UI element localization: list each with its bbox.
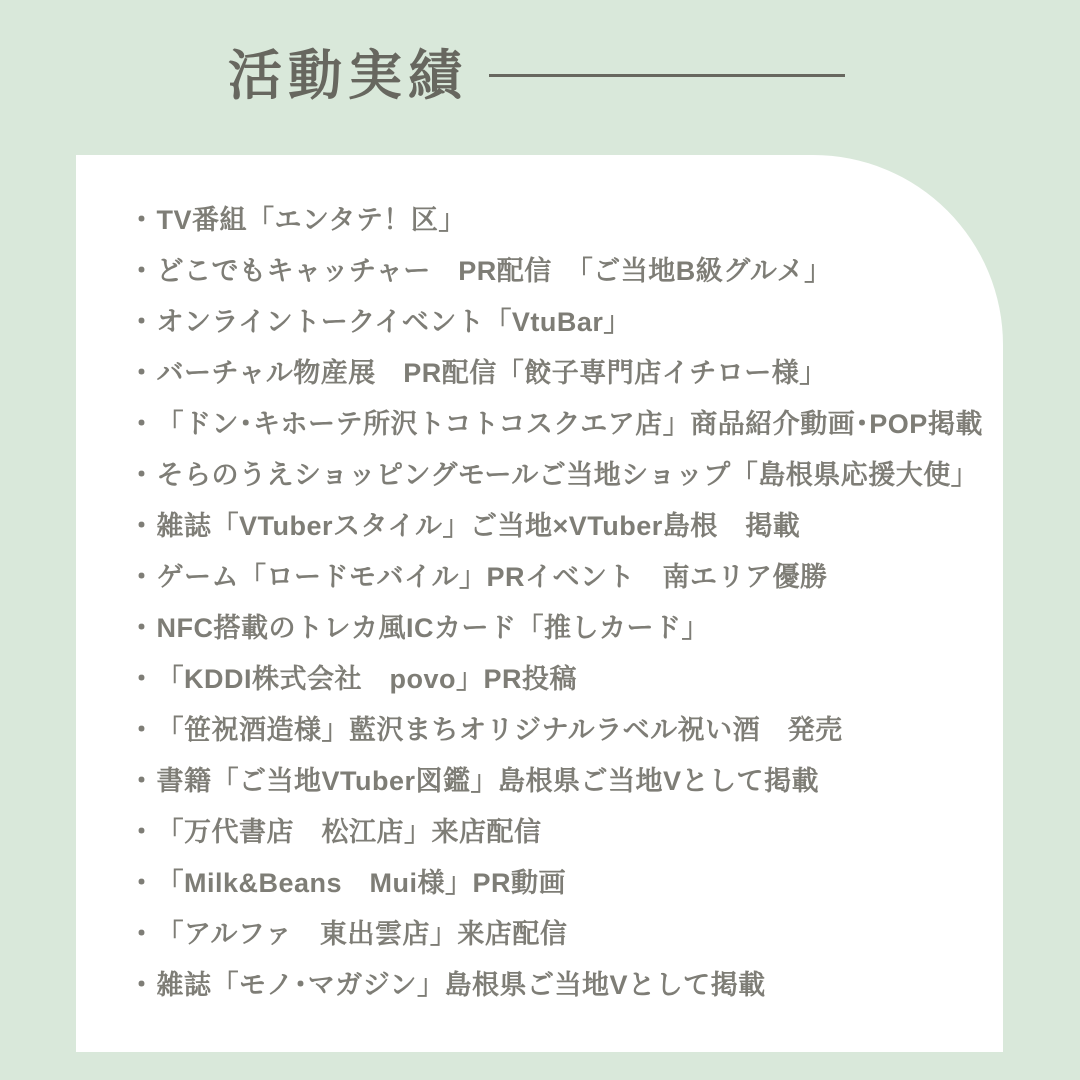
list-item-text: ゲーム「ロードモバイル」PRイベント 南エリア優勝 [156, 562, 828, 592]
list-item-text: TV番組「エンタテ！区」 [156, 205, 466, 235]
bullet-icon: ・ [128, 256, 156, 286]
list-item [128, 756, 983, 807]
bullet-icon: ・ [128, 307, 156, 337]
achievements-list [76, 155, 1003, 1011]
list-item-text: 「笹祝酒造様」藍沢まちオリジナルラベル祝い酒 発売 [156, 715, 843, 745]
list-item-text: NFC搭載のトレカ風ICカード「推しカード」 [156, 613, 709, 643]
bullet-icon: ・ [128, 205, 156, 235]
list-item-text: 「万代書店 松江店」来店配信 [156, 817, 542, 847]
bullet-icon: ・ [128, 919, 156, 949]
bullet-icon: ・ [128, 664, 156, 694]
list-item [128, 705, 983, 756]
bullet-icon: ・ [128, 868, 156, 898]
list-item [128, 297, 983, 348]
list-item [128, 246, 983, 297]
list-item [128, 960, 983, 1011]
list-item-text: 「KDDI株式会社 povo」PR投稿 [156, 664, 577, 694]
bullet-icon: ・ [128, 409, 156, 439]
list-item [128, 348, 983, 399]
bullet-icon: ・ [128, 562, 156, 592]
list-item [128, 858, 983, 909]
bullet-icon: ・ [128, 817, 156, 847]
bullet-icon: ・ [128, 766, 156, 796]
bullet-icon: ・ [128, 460, 156, 490]
list-item-text: 雑誌「VTuberスタイル」ご当地×VTuber島根 掲載 [156, 511, 801, 541]
list-item [128, 501, 983, 552]
bullet-icon: ・ [128, 358, 156, 388]
page-title: 活動実績 [228, 46, 468, 106]
bullet-icon: ・ [128, 511, 156, 541]
list-item [128, 450, 983, 501]
list-item [128, 552, 983, 603]
list-item-text: どこでもキャッチャー PR配信 「ご当地B級グルメ」 [156, 256, 832, 286]
list-item-text: バーチャル物産展 PR配信「餃子専門店イチロー様」 [156, 358, 827, 388]
list-item [128, 195, 983, 246]
bullet-icon: ・ [128, 970, 156, 1000]
title-rule [489, 74, 845, 77]
achievements-card [76, 155, 1003, 1052]
list-item-text: 「Milk&Beans Mui様」PR動画 [156, 868, 567, 898]
list-item-text: そらのうえショッピングモールご当地ショップ「島根県応援大使」 [156, 460, 979, 490]
list-item [128, 909, 983, 960]
list-item-text: 「ドン･キホーテ所沢トコトコスクエア店」商品紹介動画･POP掲載 [156, 409, 983, 439]
list-item [128, 399, 983, 450]
bullet-icon: ・ [128, 715, 156, 745]
bullet-icon: ・ [128, 613, 156, 643]
list-item [128, 807, 983, 858]
list-item [128, 654, 983, 705]
list-item-text: オンライントークイベント「VtuBar」 [156, 307, 631, 337]
list-item-text: 「アルファ 東出雲店」来店配信 [156, 919, 568, 949]
list-item-text: 書籍「ご当地VTuber図鑑」島根県ご当地Vとして掲載 [156, 766, 820, 796]
list-item-text: 雑誌「モノ･マガジン」島根県ご当地Vとして掲載 [156, 970, 766, 1000]
list-item [128, 603, 983, 654]
